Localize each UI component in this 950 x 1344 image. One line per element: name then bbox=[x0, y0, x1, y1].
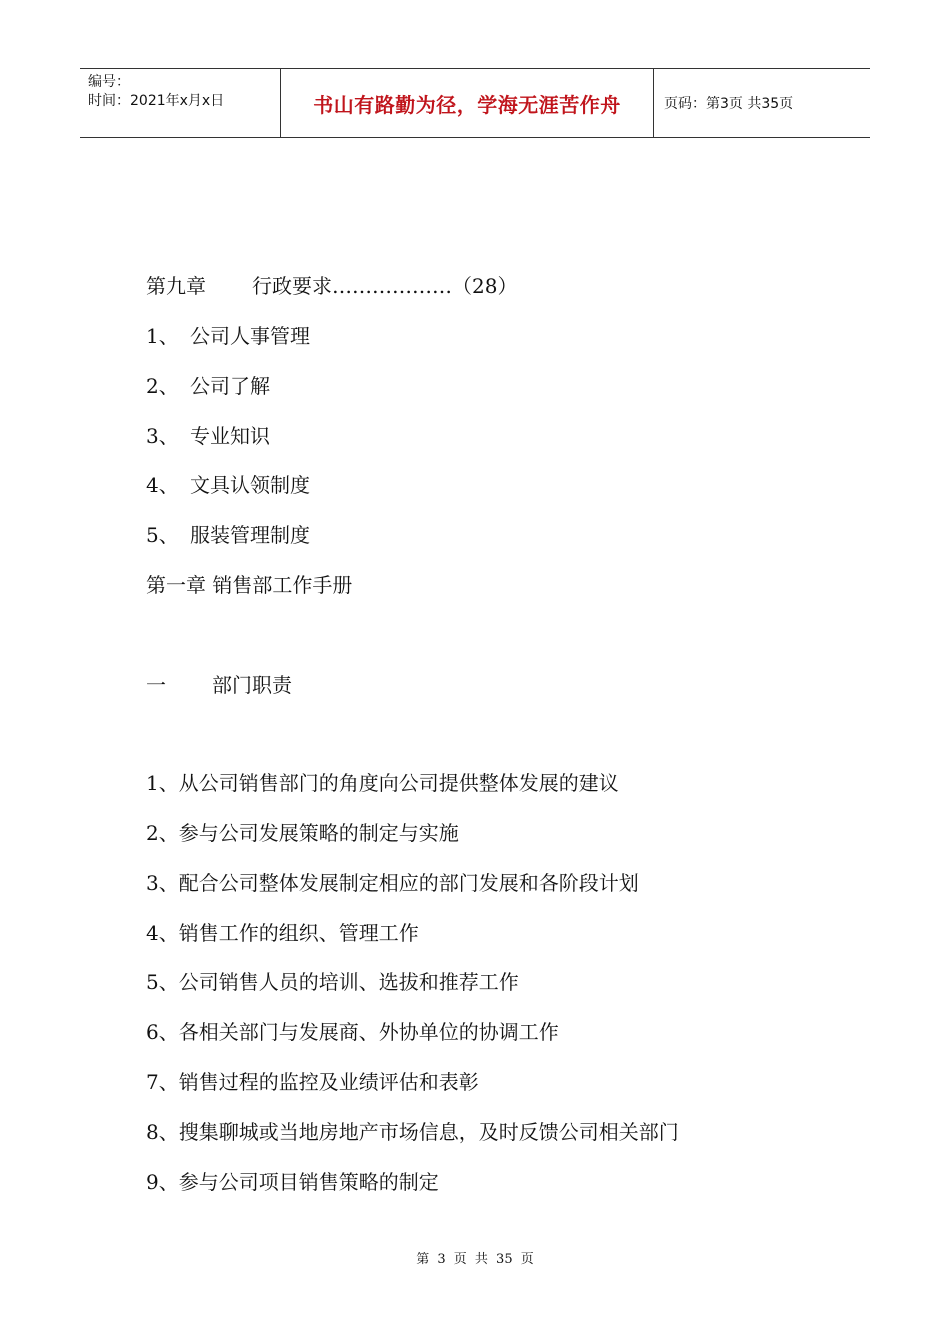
toc-item-num: 2、 bbox=[146, 374, 179, 398]
section-title-text: 部门职责 bbox=[212, 673, 292, 697]
toc-item-num: 4、 bbox=[146, 473, 179, 497]
duty-item: 3、配合公司整体发展制定相应的部门发展和各阶段计划 bbox=[146, 871, 639, 895]
toc-item-num: 5、 bbox=[146, 523, 179, 547]
toc-item bbox=[146, 370, 270, 399]
toc-item bbox=[146, 420, 270, 449]
toc-item bbox=[146, 469, 310, 498]
duty-item: 6、各相关部门与发展商、外协单位的协调工作 bbox=[146, 1020, 559, 1044]
toc-item-num: 3、 bbox=[146, 424, 179, 448]
duty-item: 4、销售工作的组织、管理工作 bbox=[146, 921, 419, 945]
header-page-info: 页码：第3页 共35页 bbox=[664, 96, 794, 112]
toc-item-text: 专业知识 bbox=[190, 424, 270, 448]
duty-item: 1、从公司销售部门的角度向公司提供整体发展的建议 bbox=[146, 771, 619, 795]
header-motto: 书山有路勤为径，学海无涯苦作舟 bbox=[281, 69, 654, 137]
duty-item: 9、参与公司项目销售策略的制定 bbox=[146, 1170, 439, 1194]
toc-item-text: 公司了解 bbox=[190, 374, 270, 398]
header-meta bbox=[80, 69, 281, 137]
section-title bbox=[146, 669, 292, 698]
toc-item-num: 1、 bbox=[146, 324, 179, 348]
toc-item-text: 服装管理制度 bbox=[190, 523, 310, 547]
section-num: 一 bbox=[146, 673, 166, 697]
toc-item bbox=[146, 320, 310, 349]
duty-item: 8、搜集聊城或当地房地产市场信息，及时反馈公司相关部门 bbox=[146, 1120, 679, 1144]
toc-item bbox=[146, 519, 310, 548]
number-label: 编号： bbox=[88, 74, 130, 90]
toc-item-text: 公司人事管理 bbox=[190, 324, 310, 348]
page-footer: 第 3 页 共 35 页 bbox=[416, 1252, 534, 1267]
duty-item: 2、参与公司发展策略的制定与实施 bbox=[146, 821, 459, 845]
time-label: 时间：2021年x月x日 bbox=[88, 93, 225, 109]
toc-item-text: 文具认领制度 bbox=[190, 473, 310, 497]
chapter-title: 第一章 销售部工作手册 bbox=[146, 573, 353, 597]
page-header bbox=[80, 68, 870, 138]
duty-item: 5、公司销售人员的培训、选拔和推荐工作 bbox=[146, 970, 519, 994]
toc-chapter-line bbox=[146, 270, 517, 299]
toc-chapter: 第九章 bbox=[146, 274, 206, 298]
toc-chapter-title: 行政要求………………（28） bbox=[252, 274, 518, 298]
duty-item: 7、销售过程的监控及业绩评估和表彰 bbox=[146, 1070, 479, 1094]
